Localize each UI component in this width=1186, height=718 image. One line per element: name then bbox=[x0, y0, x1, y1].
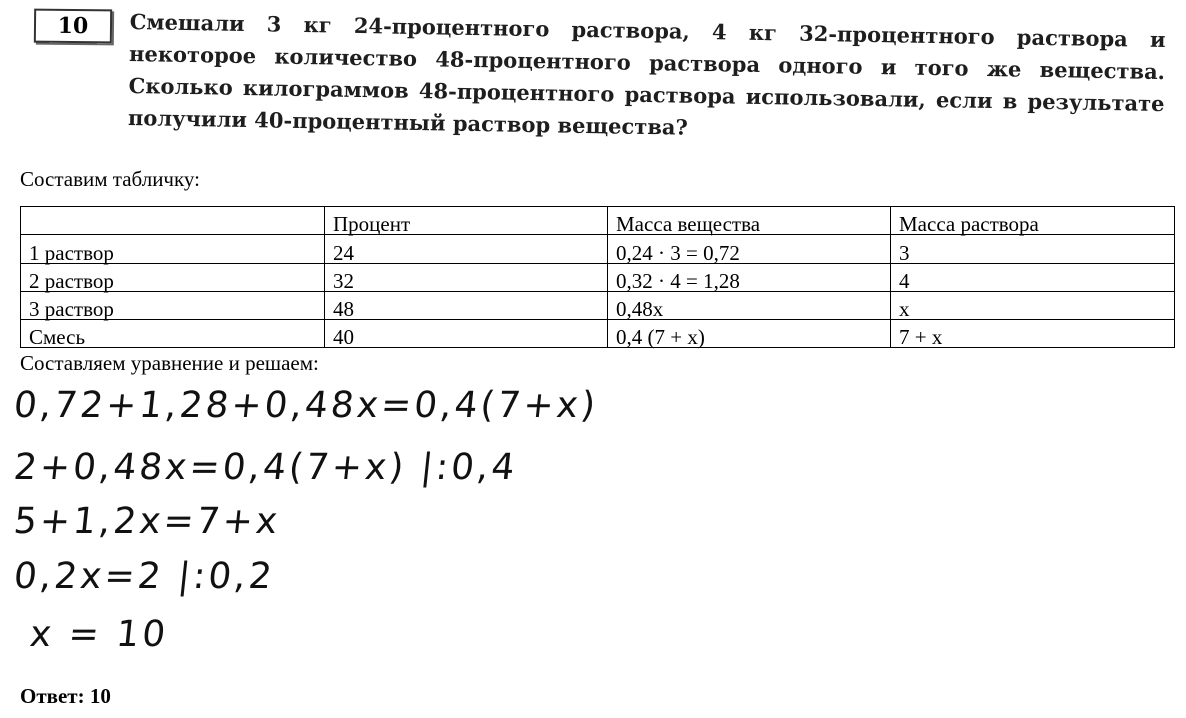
table-cell: 0,32 · 4 = 1,28 bbox=[608, 263, 891, 291]
table-cell: 40 bbox=[325, 320, 608, 348]
problem-text: Смешали 3 кг 24-процентного раствора, 4 кг 32-процентного раствора и некоторое количество 48-процентного раствора одного и того же вещества. Сколько килограммов 48-процентного раствора использовали, если в результате получили 40-процентный раствор вещества? bbox=[127, 8, 1166, 140]
handwritten-step: 5+1,2x=7+x bbox=[11, 501, 283, 542]
table-row bbox=[21, 263, 1175, 291]
handwritten-step: 0,72+1,28+0,48x=0,4(7+x) bbox=[11, 385, 601, 426]
table-cell: 2 раствор bbox=[21, 263, 325, 291]
problem-header bbox=[34, 6, 1166, 140]
table-cell: 7 + x bbox=[891, 320, 1175, 348]
handwritten-step: x = 10 bbox=[27, 614, 171, 655]
table-cell: 0,24 · 3 = 0,72 bbox=[608, 235, 891, 263]
table-cell: 1 раствор bbox=[21, 235, 325, 263]
table-row bbox=[21, 235, 1175, 263]
table-cell: 4 bbox=[891, 263, 1175, 291]
answer: Ответ: 10 bbox=[20, 684, 111, 708]
table-cell: 0,4 (7 + x) bbox=[608, 320, 891, 348]
table-intro: Составим табличку: bbox=[20, 167, 200, 191]
table-cell: Смесь bbox=[21, 320, 325, 348]
table-row bbox=[21, 291, 1175, 319]
table-header-cell: Масса вещества bbox=[608, 207, 891, 235]
table-header-cell bbox=[21, 207, 325, 235]
problem-number: 10 bbox=[34, 9, 112, 44]
solution-table bbox=[20, 206, 1175, 348]
table-cell: 0,48x bbox=[608, 291, 891, 319]
handwritten-step: 2+0,48x=0,4(7+x) |:0,4 bbox=[11, 447, 520, 488]
table-header-cell: Масса раствора bbox=[891, 207, 1175, 235]
table-header-cell: Процент bbox=[325, 207, 608, 235]
table-header-row bbox=[21, 207, 1175, 235]
table-cell: 24 bbox=[325, 235, 608, 263]
handwritten-step: 0,2x=2 |:0,2 bbox=[11, 556, 277, 597]
table-cell: x bbox=[891, 291, 1175, 319]
table-cell: 3 раствор bbox=[21, 291, 325, 319]
table-cell: 48 bbox=[325, 291, 608, 319]
table-row bbox=[21, 320, 1175, 348]
table-cell: 32 bbox=[325, 263, 608, 291]
table-cell: 3 bbox=[891, 235, 1175, 263]
equation-intro: Составляем уравнение и решаем: bbox=[20, 351, 319, 375]
